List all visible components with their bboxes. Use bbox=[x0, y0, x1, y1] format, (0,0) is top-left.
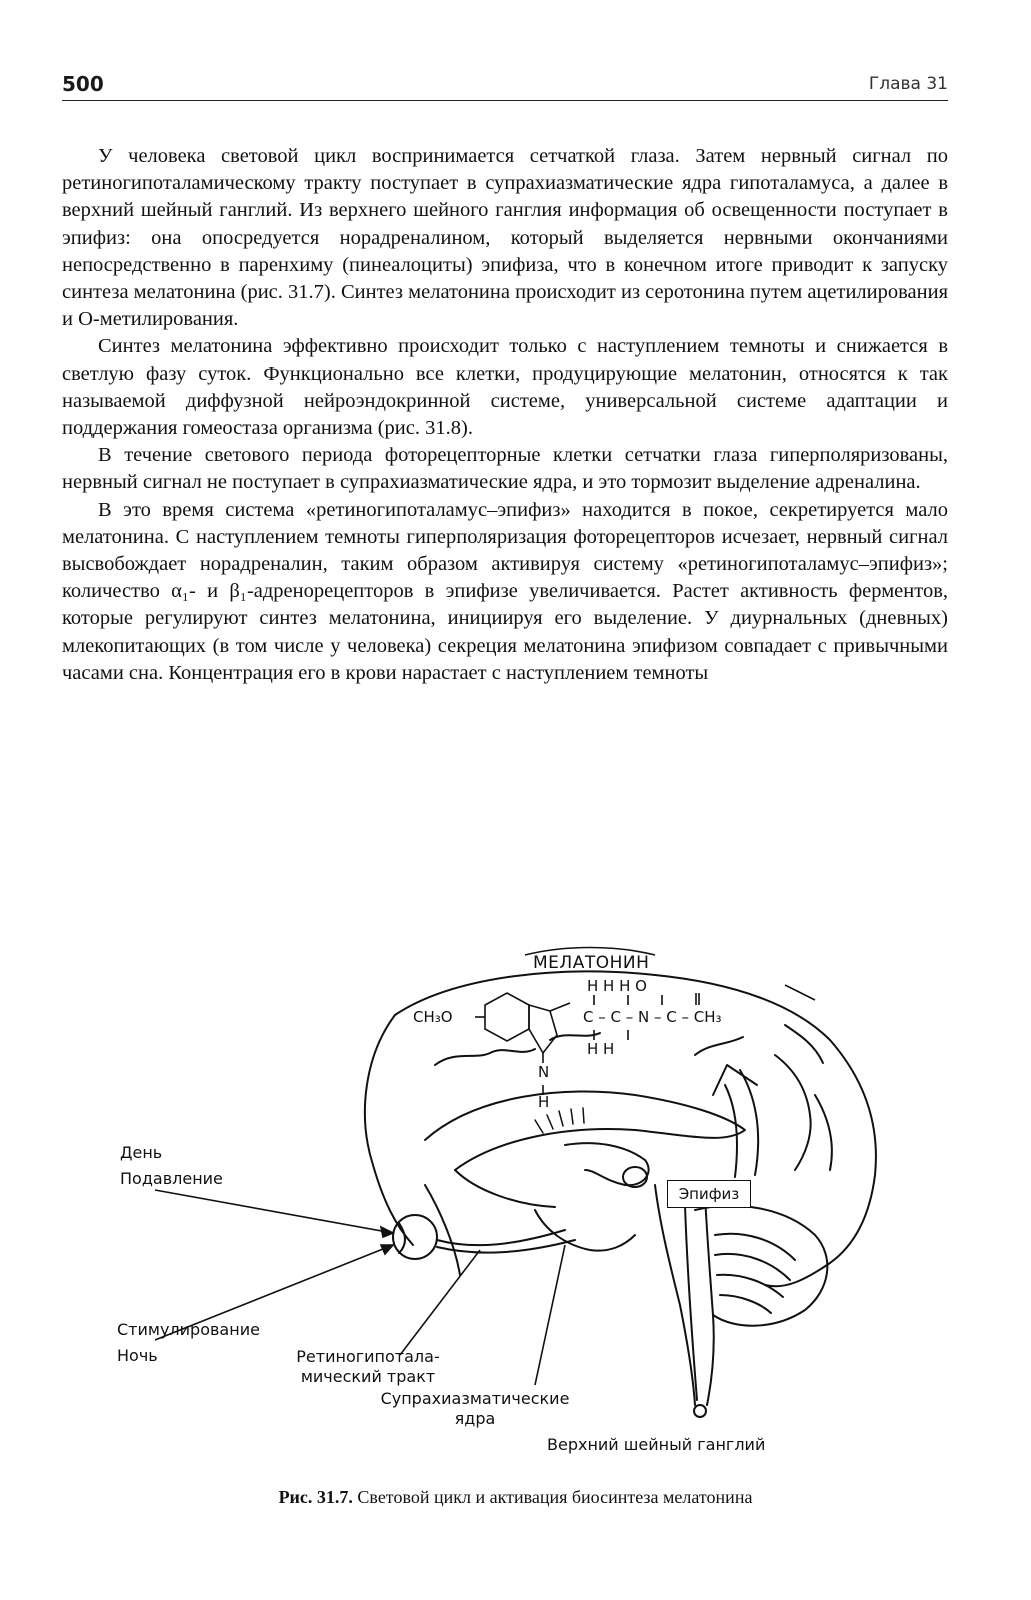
pineal-label: Эпифиз bbox=[667, 1180, 751, 1208]
paragraph: В течение светового периода фоторецепторные клетки сетчатки глаза гиперполяризованы, нервный сигнал не поступает в супрахиазматические ядра, и это тормозит выделение адреналина. bbox=[62, 444, 948, 494]
pointer-tract bbox=[400, 1250, 480, 1355]
paragraph: У человека световой цикл воспринимается сетчаткой глаза. Затем нервный сигнал по ретиногипоталамическому тракту поступает в супрахиазматические ядра гипоталамуса, а далее в верхний шейный ганглий. Из верхнего шейного ганглия информация об освещенности поступает в эпифиз: она опосредуется норадреналином, который выделяется нервными окончаниями непосредственно в паренхиму (пинеалоциты) эпифиза, что в конечном итоге приводит к запуску синтеза мелатонина (рис. 31.7). Синтез мелатонина происходит из серотонина путем ацетилирования и О-метилирования. bbox=[62, 145, 948, 331]
page-header bbox=[62, 70, 948, 101]
chem-ch3o: CH₃O bbox=[413, 1008, 453, 1026]
pointer-scn bbox=[535, 1245, 565, 1385]
pointer-day bbox=[155, 1190, 393, 1233]
label-stimulation: Стимулирование bbox=[117, 1320, 260, 1339]
label-tract-line2: мический тракт bbox=[300, 1367, 436, 1386]
label-scn-line2: ядра bbox=[454, 1409, 496, 1428]
label-tract-line1: Ретиногипотала- bbox=[296, 1347, 440, 1366]
page-number: 500 bbox=[62, 72, 104, 96]
paragraph: В это время система «ретиногипоталамус–эпифиз» находится в покое, секретируется мало мелатонина. С наступлением темноты гиперполяризация фоторецепторов исчезает, нервный сигнал высвобождает норадреналин, таким образом активируя систему «ретиногипоталамус–эпифиз»; количество α₁- и β₁-адренорецепторов в эпифизе увеличивается. Растет активность ферментов, которые регулируют синтез мелатонина, инициируя его выделение. У диурнальных (дневных) млекопитающих (в том числе у человека) секреция мелатонина эпифизом совпадает с привычными часами сна. Концентрация его в крови нарастает с наступлением темноты bbox=[62, 498, 948, 684]
cerebellum bbox=[695, 1206, 827, 1326]
superior-cervical-ganglion bbox=[694, 1405, 706, 1417]
label-scn-line1: Супрахиазматические bbox=[380, 1389, 570, 1408]
chem-chain: C – C – N – C – CH₃ bbox=[583, 1008, 722, 1026]
retinohypothalamic-tract bbox=[437, 1230, 565, 1245]
brain-frontal bbox=[365, 1015, 413, 1245]
chem-n: N bbox=[538, 1063, 550, 1081]
body-text bbox=[62, 143, 948, 687]
caption-text: Световой цикл и активация биосинтеза мелатонина bbox=[352, 1487, 753, 1507]
chem-h-bottom: H H bbox=[587, 1040, 615, 1058]
chem-h-n: H bbox=[538, 1093, 550, 1111]
label-night: Ночь bbox=[117, 1346, 158, 1365]
label-suppression: Подавление bbox=[120, 1169, 223, 1188]
paragraph: Синтез мелатонина эффективно происходит только с наступлением темноты и снижается в светлую фазу суток. Функционально все клетки, продуцирующие мелатонин, относятся к так называемой диффузной нейроэндокринной системе, универсальной системе адаптации и поддержания гомеостаза организма (рис. 31.8). bbox=[62, 335, 948, 440]
chapter-title: Глава 31 bbox=[868, 74, 948, 94]
molecule-title: МЕЛАТОНИН bbox=[533, 953, 650, 973]
corpus-callosum bbox=[425, 1091, 745, 1170]
label-scn bbox=[365, 1389, 585, 1429]
caption-number: Рис. 31.7. bbox=[278, 1487, 353, 1507]
secretion-arrow bbox=[725, 1085, 737, 1177]
figure-melatonin bbox=[95, 945, 935, 1475]
label-tract bbox=[273, 1347, 463, 1387]
label-day: День bbox=[120, 1143, 163, 1162]
chem-h-top: H H H O bbox=[587, 977, 647, 995]
label-ganglion: Верхний шейный ганглий bbox=[547, 1435, 766, 1454]
figure-caption bbox=[0, 1487, 1031, 1508]
